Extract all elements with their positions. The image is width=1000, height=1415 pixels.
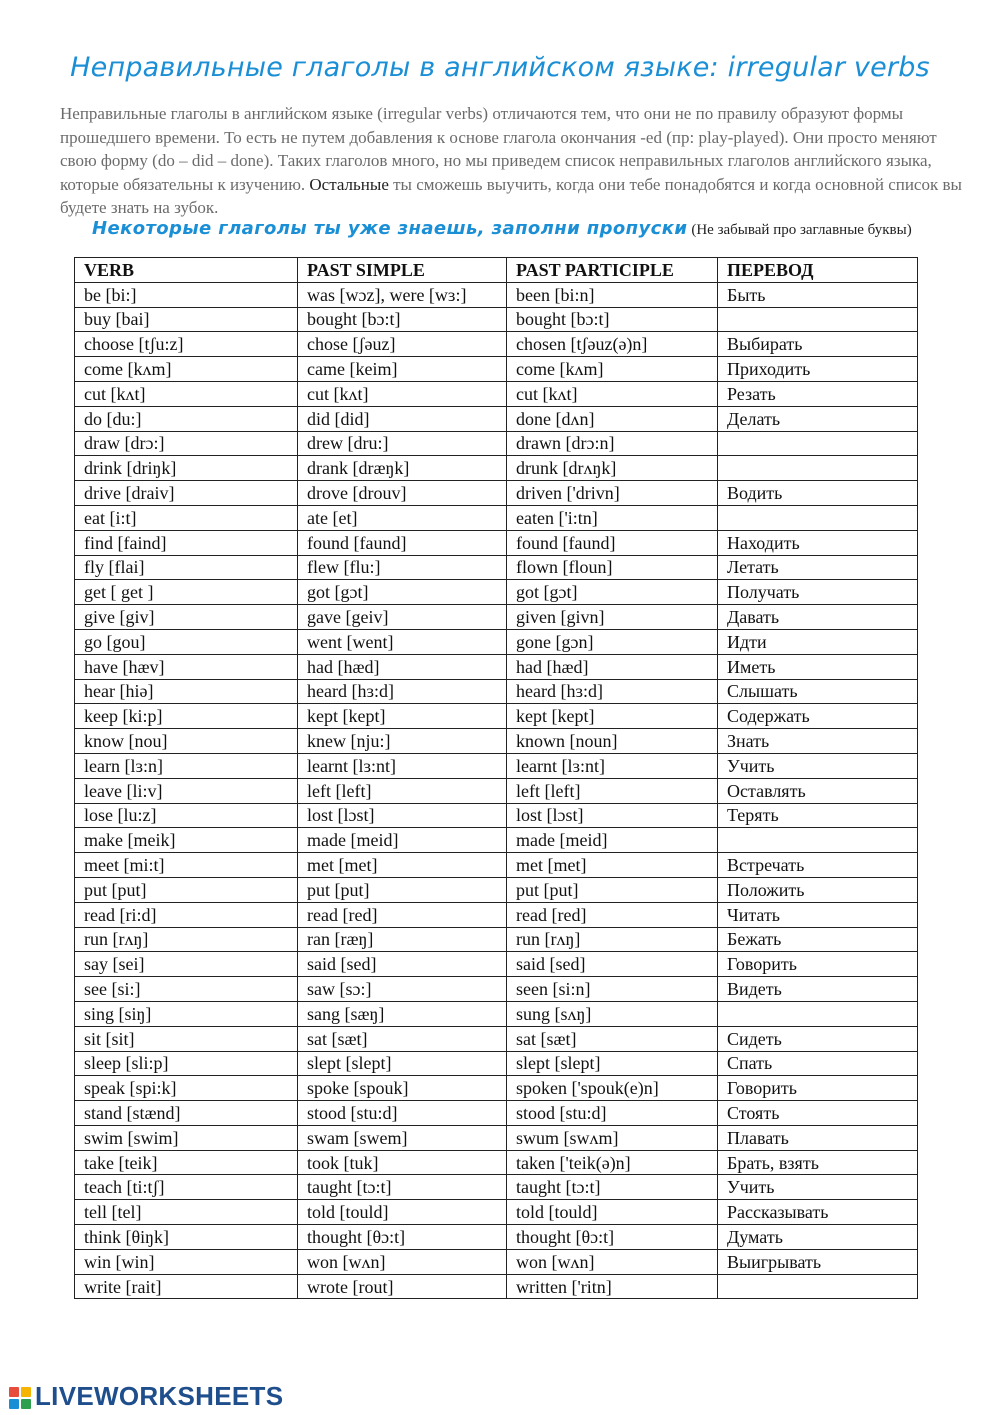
table-row [75,530,918,555]
translation-cell: Слышать [718,679,918,704]
task-instruction-note: (Не забывай про заглавные буквы) [691,222,912,238]
past-simple-cell: was [wɔz], were [wɜ:] [298,282,507,307]
verb-cell: get [ get ] [75,580,298,605]
past-participle-cell: flown [floun] [507,555,718,580]
past-participle-cell: cut [kʌt] [507,381,718,406]
intro-text-1: Неправильные глаголы в английском языке (irregular verbs) отличаются тем, что они не по правилу образуют формы прошедшего времени. То есть не путем добавления к основе глагола окончания -ed (пр: play-played). Они просто меняют свою форму (do – did – done). Таких глаголов много, но мы приведем список неправильных глаголов английского языка, которые обязательны к изучению. [60,104,937,194]
translation-cell: Учить [718,753,918,778]
past-participle-cell: driven ['drivn] [507,481,718,506]
translation-cell: Сидеть [718,1026,918,1051]
past-participle-cell: got [gɔt] [507,580,718,605]
past-simple-cell: left [left] [298,778,507,803]
verb-cell: stand [stænd] [75,1101,298,1126]
past-simple-cell: drank [dræŋk] [298,456,507,481]
translation-cell: Содержать [718,704,918,729]
past-simple-cell: ate [et] [298,505,507,530]
translation-cell: Рассказывать [718,1200,918,1225]
task-instruction [92,218,972,239]
table-row [75,1125,918,1150]
verb-cell: swim [swim] [75,1125,298,1150]
translation-cell[interactable] [718,1274,918,1299]
liveworksheets-logo-text: LIVEWORKSHEETS [35,1381,284,1411]
past-simple-cell: said [sed] [298,952,507,977]
table-row [75,1200,918,1225]
translation-cell[interactable] [718,431,918,456]
verb-cell: drink [driŋk] [75,456,298,481]
table-row [75,729,918,754]
verb-cell: fly [flai] [75,555,298,580]
past-simple-cell: cut [kʌt] [298,381,507,406]
past-simple-cell: ran [ræŋ] [298,927,507,952]
past-simple-cell: put [put] [298,877,507,902]
past-participle-cell: sung [sʌŋ] [507,1001,718,1026]
past-participle-cell: won [wʌn] [507,1249,718,1274]
table-row [75,406,918,431]
table-body [75,282,918,1299]
past-participle-cell: met [met] [507,853,718,878]
past-simple-cell: went [went] [298,629,507,654]
table-row [75,1001,918,1026]
translation-cell: Делать [718,406,918,431]
intro-paragraph [60,102,965,220]
verb-cell: read [ri:d] [75,902,298,927]
past-participle-cell: kept [kept] [507,704,718,729]
translation-cell: Выбирать [718,332,918,357]
table-row [75,307,918,332]
table-row [75,778,918,803]
past-participle-cell: done [dʌn] [507,406,718,431]
past-participle-cell: run [rʌŋ] [507,927,718,952]
past-participle-cell: learnt [lɜ:nt] [507,753,718,778]
past-participle-cell: eaten ['i:tn] [507,505,718,530]
past-participle-cell: come [kʌm] [507,357,718,382]
verb-cell: sing [siŋ] [75,1001,298,1026]
table-row [75,1249,918,1274]
translation-cell: Говорить [718,1076,918,1101]
translation-cell: Иметь [718,654,918,679]
past-simple-cell: heard [hɜ:d] [298,679,507,704]
past-participle-cell: thought [θɔ:t] [507,1225,718,1250]
translation-cell: Стоять [718,1101,918,1126]
table-row [75,456,918,481]
translation-cell: Плавать [718,1125,918,1150]
table-row [75,654,918,679]
past-simple-cell: swam [swem] [298,1125,507,1150]
past-simple-cell: met [met] [298,853,507,878]
past-simple-cell: sat [sæt] [298,1026,507,1051]
past-simple-cell: stood [stu:d] [298,1101,507,1126]
translation-cell: Читать [718,902,918,927]
past-simple-cell: did [did] [298,406,507,431]
past-simple-cell: wrote [rout] [298,1274,507,1299]
verb-cell: leave [li:v] [75,778,298,803]
past-participle-cell: put [put] [507,877,718,902]
translation-cell[interactable] [718,828,918,853]
translation-cell: Спать [718,1051,918,1076]
past-participle-cell: read [red] [507,902,718,927]
translation-cell: Думать [718,1225,918,1250]
table-row [75,952,918,977]
past-participle-cell: taken ['teik(ə)n] [507,1150,718,1175]
translation-cell: Водить [718,481,918,506]
verb-cell: hear [hiə] [75,679,298,704]
liveworksheets-logo [8,1381,283,1412]
past-simple-cell: flew [flu:] [298,555,507,580]
verb-cell: learn [lɜ:n] [75,753,298,778]
verb-cell: meet [mi:t] [75,853,298,878]
table-row [75,1225,918,1250]
past-participle-cell: found [faund] [507,530,718,555]
table-row [75,977,918,1002]
past-participle-cell: seen [si:n] [507,977,718,1002]
past-simple-cell: got [gɔt] [298,580,507,605]
translation-cell: Находить [718,530,918,555]
past-simple-cell: came [keim] [298,357,507,382]
verb-cell: eat [i:t] [75,505,298,530]
past-participle-cell: said [sed] [507,952,718,977]
task-instruction-main: Некоторые глаголы ты уже знаешь, заполни пропуски [92,218,688,239]
past-participle-cell: sat [sæt] [507,1026,718,1051]
past-participle-cell: heard [hɜ:d] [507,679,718,704]
translation-cell: Летать [718,555,918,580]
verb-cell: draw [drɔ:] [75,431,298,456]
past-simple-cell: sang [sæŋ] [298,1001,507,1026]
verb-cell: make [meik] [75,828,298,853]
past-participle-cell: known [noun] [507,729,718,754]
past-simple-cell: saw [sɔ:] [298,977,507,1002]
table-row [75,1150,918,1175]
translation-cell: Давать [718,605,918,630]
verb-cell: keep [ki:p] [75,704,298,729]
past-participle-cell: lost [lɔst] [507,803,718,828]
translation-cell: Терять [718,803,918,828]
header-translation: ПЕРЕВОД [718,258,918,283]
verb-cell: run [rʌŋ] [75,927,298,952]
table-row [75,679,918,704]
past-participle-cell: gone [gɔn] [507,629,718,654]
past-simple-cell: kept [kept] [298,704,507,729]
table-row [75,431,918,456]
verb-cell: teach [ti:tʃ] [75,1175,298,1200]
page-title: Неправильные глаголы в английском языке: irregular verbs [70,52,930,83]
verb-cell: sleep [sli:p] [75,1051,298,1076]
table-row [75,803,918,828]
verb-cell: come [kʌm] [75,357,298,382]
past-simple-cell: knew [nju:] [298,729,507,754]
past-participle-cell: stood [stu:d] [507,1101,718,1126]
table-row [75,555,918,580]
verb-cell: choose [tʃu:z] [75,332,298,357]
verb-cell: take [teik] [75,1150,298,1175]
past-participle-cell: drawn [drɔ:n] [507,431,718,456]
translation-cell: Оставлять [718,778,918,803]
past-simple-cell: told [tould] [298,1200,507,1225]
table-row [75,877,918,902]
header-past-participle: PAST PARTICIPLE [507,258,718,283]
past-simple-cell: taught [tɔ:t] [298,1175,507,1200]
verb-cell: give [giv] [75,605,298,630]
verb-cell: lose [lu:z] [75,803,298,828]
past-simple-cell: won [wʌn] [298,1249,507,1274]
verb-cell: buy [bai] [75,307,298,332]
verb-cell: sit [sit] [75,1026,298,1051]
past-participle-cell: chosen [tʃəuz(ə)n] [507,332,718,357]
table-header-row [75,258,918,283]
table-row [75,927,918,952]
verb-cell: write [rait] [75,1274,298,1299]
verb-cell: say [sei] [75,952,298,977]
table-row [75,902,918,927]
past-simple-cell: took [tuk] [298,1150,507,1175]
past-simple-cell: thought [θɔ:t] [298,1225,507,1250]
past-participle-cell: spoken ['spouk(e)n] [507,1076,718,1101]
past-simple-cell: lost [lɔst] [298,803,507,828]
table-row [75,481,918,506]
past-simple-cell: drew [dru:] [298,431,507,456]
translation-cell: Резать [718,381,918,406]
translation-cell: Выигрывать [718,1249,918,1274]
table-row [75,753,918,778]
table-row [75,357,918,382]
translation-cell: Бежать [718,927,918,952]
translation-cell: Видеть [718,977,918,1002]
past-simple-cell: made [meid] [298,828,507,853]
verb-cell: put [put] [75,877,298,902]
past-participle-cell: made [meid] [507,828,718,853]
table-row [75,1175,918,1200]
intro-text-2: Остальные [309,174,389,194]
past-simple-cell: read [red] [298,902,507,927]
header-past-simple: PAST SIMPLE [298,258,507,283]
translation-cell: Встречать [718,853,918,878]
verb-cell: tell [tel] [75,1200,298,1225]
translation-cell: Брать, взять [718,1150,918,1175]
verb-cell: go [gou] [75,629,298,654]
table-row [75,828,918,853]
past-participle-cell: written ['ritn] [507,1274,718,1299]
verb-cell: do [du:] [75,406,298,431]
table-row [75,853,918,878]
past-simple-cell: chose [ʃəuz] [298,332,507,357]
past-participle-cell: swum [swʌm] [507,1125,718,1150]
irregular-verbs-table [74,257,918,1299]
verb-cell: think [θiŋk] [75,1225,298,1250]
past-simple-cell: gave [geiv] [298,605,507,630]
past-simple-cell: learnt [lɜ:nt] [298,753,507,778]
past-participle-cell: told [tould] [507,1200,718,1225]
table-row [75,332,918,357]
past-participle-cell: had [hæd] [507,654,718,679]
verb-cell: have [hæv] [75,654,298,679]
past-participle-cell: given [givn] [507,605,718,630]
past-simple-cell: slept [slept] [298,1051,507,1076]
verb-cell: drive [draiv] [75,481,298,506]
translation-cell: Приходить [718,357,918,382]
verb-cell: cut [kʌt] [75,381,298,406]
translation-cell: Учить [718,1175,918,1200]
translation-cell[interactable] [718,307,918,332]
translation-cell[interactable] [718,456,918,481]
table-row [75,505,918,530]
verb-cell: know [nou] [75,729,298,754]
translation-cell[interactable] [718,1001,918,1026]
verb-cell: see [si:] [75,977,298,1002]
intro-text-3: ты сможешь выучить, когда они тебе понадобятся и когда основной список вы будете знать на зубок. [60,174,962,217]
table-row [75,1101,918,1126]
liveworksheets-logo-icon [8,1384,34,1410]
past-participle-cell: drunk [drʌŋk] [507,456,718,481]
translation-cell: Идти [718,629,918,654]
translation-cell: Знать [718,729,918,754]
table-row [75,1274,918,1299]
translation-cell: Говорить [718,952,918,977]
past-simple-cell: spoke [spouk] [298,1076,507,1101]
past-participle-cell: left [left] [507,778,718,803]
table-row [75,1026,918,1051]
past-simple-cell: had [hæd] [298,654,507,679]
past-participle-cell: slept [slept] [507,1051,718,1076]
table-row [75,580,918,605]
table-row [75,381,918,406]
header-verb: VERB [75,258,298,283]
verb-cell: be [bi:] [75,282,298,307]
past-simple-cell: drove [drouv] [298,481,507,506]
past-participle-cell: taught [tɔ:t] [507,1175,718,1200]
past-simple-cell: bought [bɔ:t] [298,307,507,332]
past-participle-cell: bought [bɔ:t] [507,307,718,332]
translation-cell: Быть [718,282,918,307]
table-row [75,282,918,307]
past-participle-cell: been [bi:n] [507,282,718,307]
past-simple-cell: found [faund] [298,530,507,555]
table-row [75,704,918,729]
table-row [75,1076,918,1101]
translation-cell: Положить [718,877,918,902]
table-row [75,605,918,630]
verb-cell: find [faind] [75,530,298,555]
translation-cell: Получать [718,580,918,605]
translation-cell[interactable] [718,505,918,530]
verb-cell: win [win] [75,1249,298,1274]
table-row [75,629,918,654]
verb-cell: speak [spi:k] [75,1076,298,1101]
table-row [75,1051,918,1076]
